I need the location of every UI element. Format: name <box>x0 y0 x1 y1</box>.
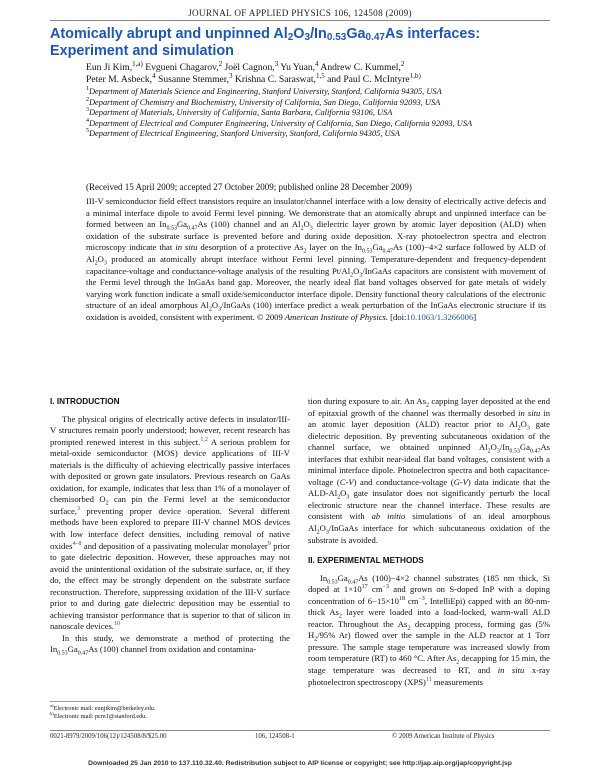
affiliations <box>86 87 536 140</box>
footnote-rule <box>50 701 120 702</box>
author-list: Eun Ji Kim,$^{1,a)}$ Evgueni Chagarov,$^2$ Joël Cagnon,$^3$ Yu Yuan,$^4$ Andrew C. Kummel,$^2$ Peter M. Asbeck,$^4$ Susanne Stemmer,$^3$ Krishna C. Saraswat,$^{1,5}$ and Paul C. McIntyre$^{1,b)}$ <box>86 59 421 85</box>
footer-page-number: 106, 124508-1 <box>255 733 295 740</box>
footer-issn: 0021-8979/2009/106(12)/124508/8/$25.00 <box>50 733 167 740</box>
article-title: Atomically abrupt and unpinned $Al_2O_3/In_{0.53}Ga_{0.47}As$ interfaces: Experiment and simulation <box>50 26 481 59</box>
section-heading-introduction: I. INTRODUCTION <box>50 397 120 406</box>
footer-rule <box>50 730 550 731</box>
footnote-a: $^{a)}$Electronic mail: eunjikim@berkeley.edu. <box>50 702 156 712</box>
journal-header: JOURNAL OF APPLIED PHYSICS 106, 124508 (2009) <box>188 8 412 18</box>
footer-copyright: © 2009 American Institute of Physics <box>392 733 495 740</box>
affiliation-1: $^1$Department of Materials Science and Engineering, Stanford University, Stanford, California 94305, USA <box>86 86 442 96</box>
received-dates: (Received 15 April 2009; accepted 27 October 2009; published online 28 December 2009) <box>86 182 412 192</box>
section-heading-methods: II. EXPERIMENTAL METHODS <box>308 556 424 566</box>
affiliation-4: $^4$Department of Electrical and Computer Engineering, University of California, San Diego, California 92093, USA <box>86 117 473 128</box>
affiliation-3: $^3$Department of Materials, University of California, Santa Barbara, California 93106, USA <box>86 107 393 117</box>
left-column: I. INTRODUCTION The physical origins of electrically active defects in insulator/III-V structures remain poorly understood; however, recent research has prompted renewed interest in this subject.$^{1,2}$ A serious problem for metal-oxide semiconductor (MOS) device applications of III-V materials is the difficulty of achieving electrically passive interfaces with deposited or grown gate insulators. Previous research on GaAs oxidation, for example, indicates that less than 1% of a monolayer of chemisorbed $O_2$ can pin the Fermi level at the semiconductor surface,$^3$ preventing proper device operation. Several different methods have been explored to prepare III-V channel MOS devices with low interface defect densities, including removal of native oxides$^{4-8}$ and deposition of a passivating molecular monolayer$^9$ prior to gate dielectric deposition. However, these approaches may not avoid the unintentional oxidation of the substrate surface, or, if they do, the effect may be strongly dependent on the substrate surface reconstruction. Therefore, suppressing oxidation of the III-V surface prior to and during gate dielectric deposition may be essential to achieving transistor performance that is superior to that of silicon in nanoscale devices.$^{10}$ In this study, we demonstrate a method of protecting the $In_{0.53}Ga_{0.47}As$ (100) channel from oxidation and contamina- <box>50 397 291 658</box>
footnote-b: $^{b)}$Electronic mail: pcm1@stanford.edu. <box>50 710 147 720</box>
doi-link[interactable]: 10.1063/1.3266006 <box>406 311 474 322</box>
affiliation-5: $^5$Department of Electrical Engineering, Stanford University, Stanford, California 94305, USA <box>86 128 400 138</box>
footnotes <box>50 702 290 721</box>
header-rule <box>50 20 550 21</box>
affiliation-2: $^2$Department of Chemistry and Biochemistry, University of California, San Diego, California 92093, USA <box>86 96 441 107</box>
abstract: III-V semiconductor field effect transistors require an insulator/channel interface with a low density of electrically active defects and a minimal interface dipole to avoid Fermi level pinning. We demonstrate that an atomically abrupt and unpinned interface can be formed between an $In_{0.53}Ga_{0.47}As$ (100) channel and an $Al_2O_3$ dielectric layer grown by atomic layer deposition (ALD) when oxidation of the substrate surface is prevented before and during oxide deposition. X-ray photoelectron spectra and electron microscopy indicate that in situ desorption of a protective $As_2$ layer on the $In_{0.53}Ga_{0.47}As$ (100)−4×2 surface followed by ALD of $Al_2O_3$ produced an atomically abrupt interface without Fermi level pinning. Temperature-dependent and frequency-dependent capacitance-voltage and conductance-voltage analysis of the resulting $Pt/Al_2O_3$/InGaAs capacitors are consistent with movement of the Fermi level through the InGaAs band gap. Moreover, the nearly ideal flat band voltages observed for gate metals of widely varying work function indicate a small oxide/semiconductor interface dipole. Density functional theory calculations of the electronic structure of an ideal amorphous $Al_2O_3$/InGaAs (100) interface predict a weak perturbation of the InGaAs electronic structure if its oxidation is avoided, consistent with experiment. © 2009 American Institute of Physics. [doi:10.1063/1.3266006] <box>86 196 547 322</box>
download-notice: Downloaded 25 Jan 2010 to 137.110.32.40. Redistribution subject to AIP license or copyright; see http://jap.aip.org/jap/copyright.jsp <box>88 760 512 767</box>
right-column: tion during exposure to air. An $As_2$ capping layer deposited at the end of epitaxial growth of the channel was thermally desorbed in situ in an atomic layer deposition (ALD) reactor prior to $Al_2O_3$ gate dielectric deposition. By preventing subcutaneous oxidation of the channel surface, we obtained unpinned $Al_2O_3/In_{0.53}Ga_{0.47}As$ interfaces that exhibit near-ideal flat band voltages, consistent with a minimal interface dipole. Photoelectron spectra and both capacitance-voltage (C-V) and conductance-voltage (G-V) data indicate that the ALD-$Al_2O_3$ gate insulator does not significantly perturb the local electronic structure near the channel interface. These results are consistent with ab initio simulations of an ideal amorphous $Al_2O_3$/InGaAs interface for which subcutaneous oxidation of the substrate is avoided. II. EXPERIMENTAL METHODS $In_{0.53}Ga_{0.47}As$ (100)−4×2 channel substrates (185 nm thick, Si doped at $1\times 10^{17}$ $cm^{-3}$ and grown on S-doped InP with a doping concentration of $6-15\times 10^{18}$ $cm^{-3}$, IntelliEpi) capped with an 80-nm-thick $As_2$ layer were loaded into a load-locked, warm-wall ALD reactor. Throughout the $As_2$ decapping process, forming gas (5% $H_2/95\%$ Ar) flowed over the sample in the ALD reactor at 1 Torr pressure. The sample stage temperature was increased slowly from room temperature (RT) to 460 °C. After $As_2$ decapping for 15 min, the stage temperature was decreased to RT, and in situ x-ray photoelectron spectroscopy (XPS)$^{11}$ measurements <box>308 396 551 687</box>
